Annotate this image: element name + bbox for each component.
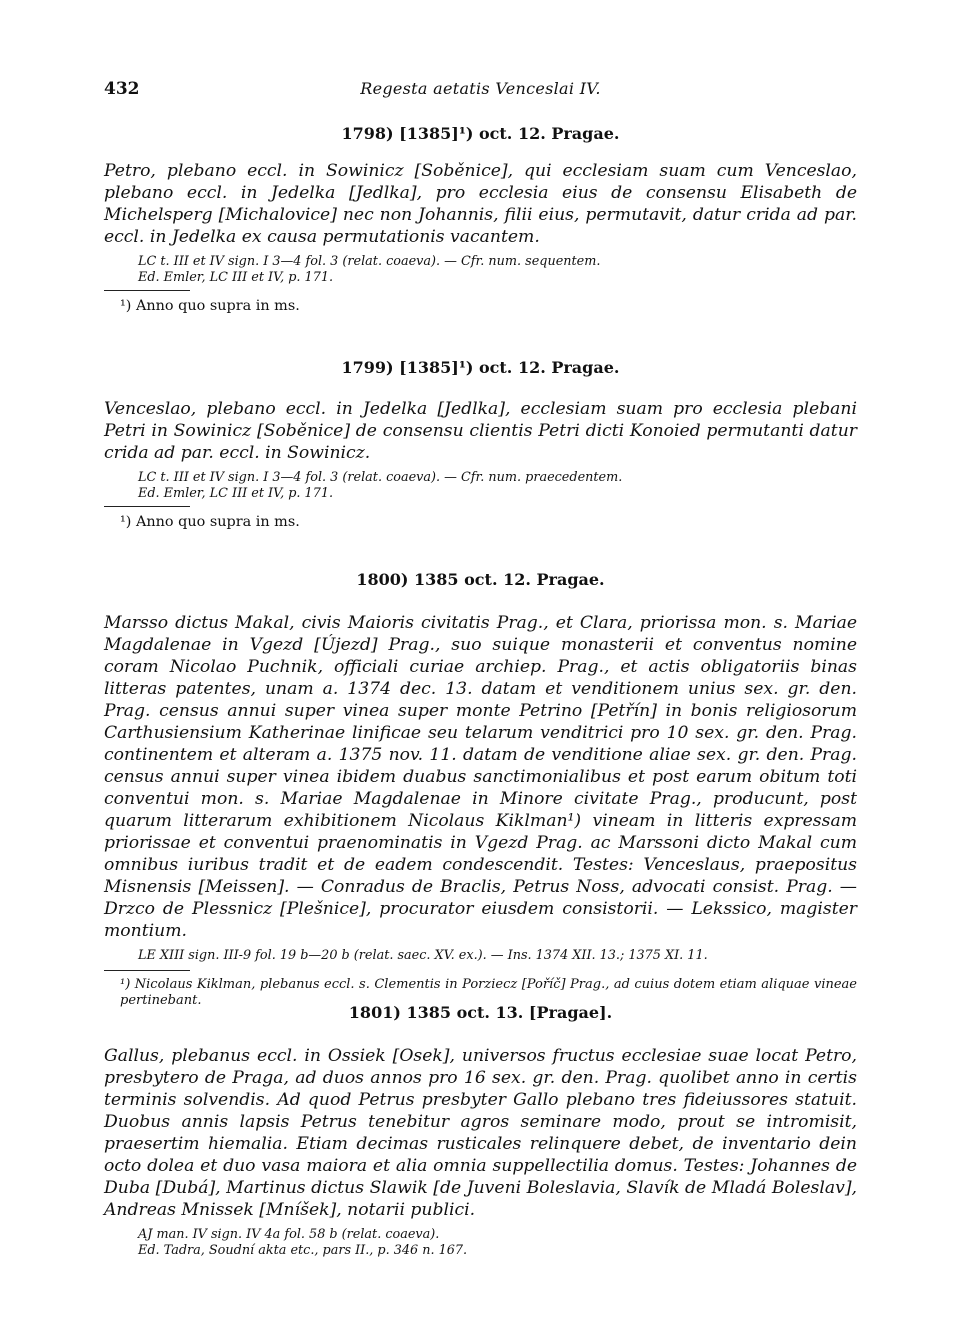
source-line: LE XIII sign. III-9 fol. 19 b—20 b (relat. saec. XV. ex.). — Ins. 1374 XII. 13.; 1375 XI. 11. [138,948,708,963]
entry-1801 [104,1003,857,1259]
footnote-rule [104,290,190,291]
entry-heading: 1798) [1385]¹) oct. 12. Pragae. [341,124,620,143]
entry-text: Marsso dictus Makal, civis Maioris civitatis Prag., et Clara, priorissa mon. s. Mariae Magdalenae in Vgezd [Újezd] Prag., suo suique monasterii et conventus nomine coram Nicolao Puchnik, officiali curiae archiep. Prag., et actis obligatoriis binas litteras patentes, unam a. 1374 dec. 13. datam et venditionem unius sex. gr. den. Prag. census annui super vinea super monte Petrino [Petřín] in bonis religiosorum Carthusiensium Katherinae linificae seu telarum venditrici pro 10 sex. gr. den. Prag. continentem et alteram a. 1375 nov. 11. datam de venditione aliae sex. gr. den. Prag. census annui super vinea ibidem duabus sanctimonialibus et post earum obitum toti conventui mon. s. Mariae Magdalenae in Minore civitate Prag., producunt, post quarum litterarum exhibitionem Nicolaus Kiklman¹) vineam in litteris expressam priorissae et conventui praenominatis in Vgezd Prag. ac Marssoni dicto Makal cum omnibus iuribus tradit et de eadem condescendit. Testes: Venceslaus, praepositus Misnensis [Meissen]. — Conradus de Braclis, Petrus Noss, advocati consist. Prag. — Drzco de Plessnicz [Plešnice], procurator eiusdem consistorii. — Lekssico, magister montium. [104,613,857,941]
footnote: ¹) Nicolaus Kiklman, plebanus eccl. s. Clementis in Porziecz [Poříč] Prag., ad cuius dotem etiam aliquae vineae pertinebant. [120,977,857,1008]
entry-1798 [104,124,857,316]
footnote: ¹) Anno quo supra in ms. [120,514,300,530]
source-line: AJ man. IV sign. IV 4a fol. 58 b (relat. coaeva). [138,1227,440,1242]
entry-heading: 1800) 1385 oct. 12. Pragae. [356,570,605,589]
source-line: LC t. III et IV sign. I 3—4 fol. 3 (relat. coaeva). — Cfr. num. praecedentem. [138,470,623,485]
footnote-rule [104,970,190,971]
footnote-rule [104,506,190,507]
source-line: Ed. Tadra, Soudní akta etc., pars II., p. 346 n. 167. [138,1243,468,1258]
entry-1800 [104,570,857,1009]
source-line: Ed. Emler, LC III et IV, p. 171. [138,270,334,285]
entry-text: Petro, plebano eccl. in Sowinicz [Soběnice], qui ecclesiam suam cum Venceslao, plebano eccl. in Jedelka [Jedlka], pro ecclesia eius de consensu Elisabeth de Michelsperg [Michalovice] nec non Johannis, filii eius, permutavit, datur crida ad par. eccl. in Jedelka ex causa permutationis vacantem. [104,161,857,247]
page-header [104,79,857,101]
page-number: 432 [104,79,140,99]
entry-text: Gallus, plebanus eccl. in Ossiek [Osek], universos fructus ecclesiae suae locat Petro, presbytero de Praga, ad duos annos pro 16 sex. gr. den. Prag. quolibet anno in certis terminis solvendis. Ad quod Petrus presbyter Gallo plebano tres fideiussores statuit. Duobus annis lapsis Petrus tenebitur agros seminare modo, prout se intromisit, praesertim hiemalia. Etiam decimas rusticales relinquere debet, de inventario dein octo dolea et duo vasa maiora et alia omnia suppellectilia domus. Testes: Johannes de Duba [Dubá], Martinus dictus Slawik [de Juveni Boleslavia, Slavík de Mladá Boleslav], Andreas Mnissek [Mníšek], notarii publici. [104,1046,857,1220]
running-title: Regesta aetatis Venceslai IV. [360,79,601,98]
entry-text: Venceslao, plebano eccl. in Jedelka [Jedlka], ecclesiam suam pro ecclesia plebani Petri in Sowinicz [Soběnice] de consensu clientis Petri dicti Konoied permutanti datur crida ad par. eccl. in Sowinicz. [104,399,857,463]
entry-heading: 1799) [1385]¹) oct. 12. Pragae. [341,358,620,377]
entry-heading: 1801) 1385 oct. 13. [Pragae]. [348,1003,613,1022]
footnote: ¹) Anno quo supra in ms. [120,298,300,314]
source-line: Ed. Emler, LC III et IV, p. 171. [138,486,334,501]
entry-1799 [104,358,857,532]
source-line: LC t. III et IV sign. I 3—4 fol. 3 (relat. coaeva). — Cfr. num. sequentem. [138,254,601,269]
